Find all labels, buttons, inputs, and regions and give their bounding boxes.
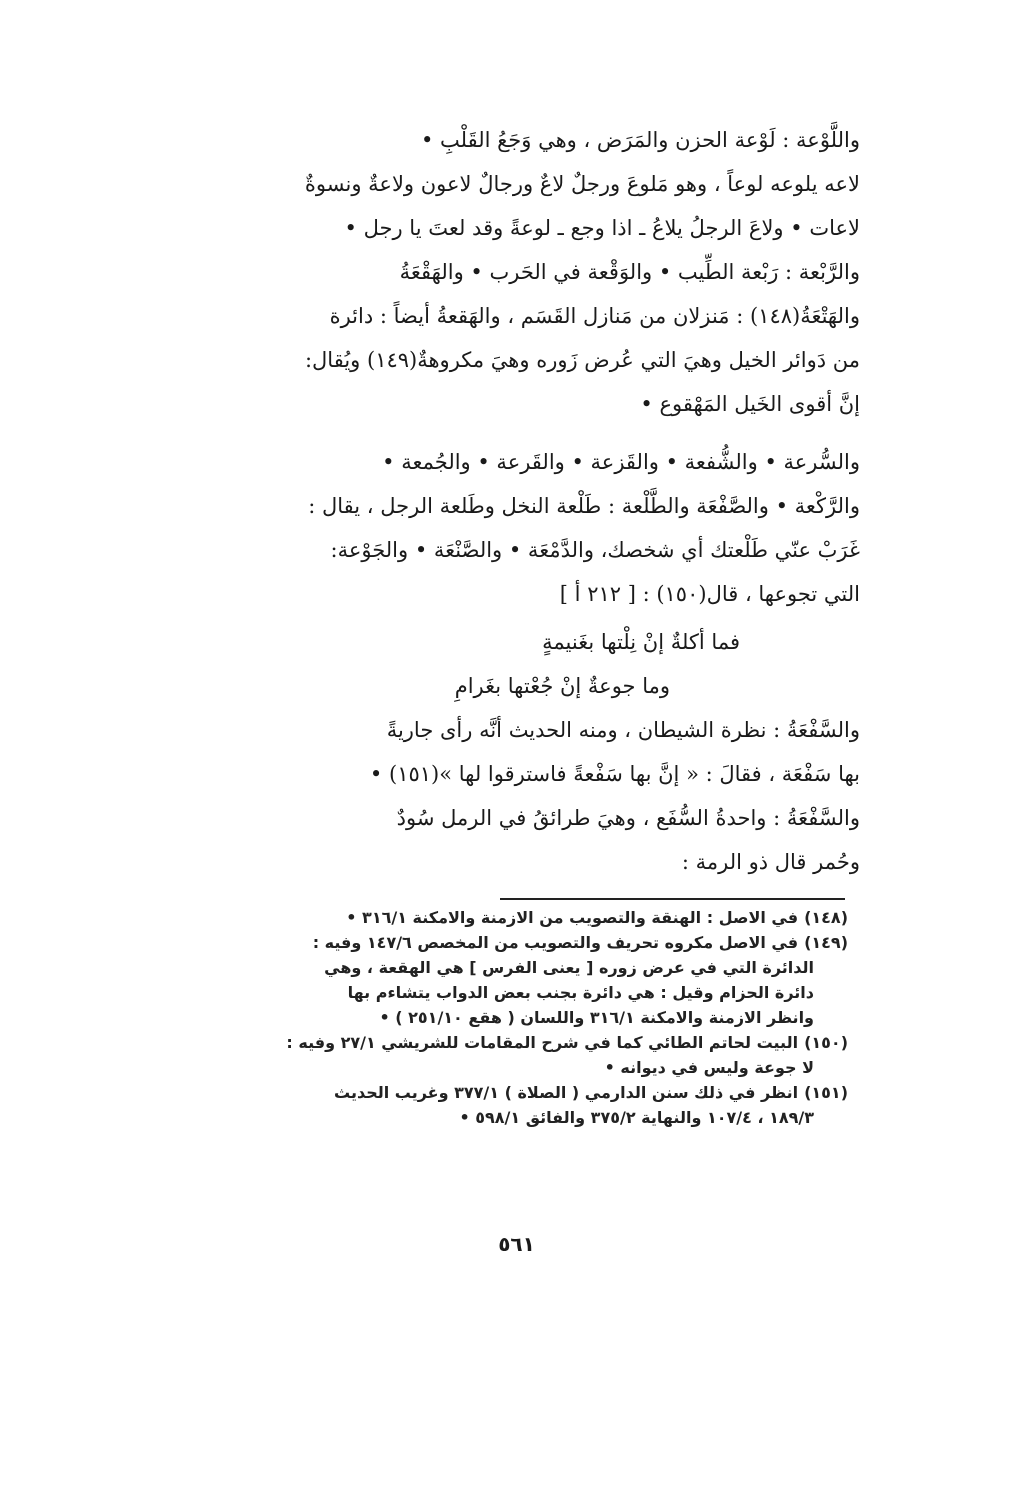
text-line: بها سَفْعَة ، فقالَ : « إنَّ بها سَفْعةً فاسترقوا لها »(١٥١) •: [369, 762, 860, 786]
footnote-text: لا جوعة وليس في ديوانه •: [604, 1058, 814, 1077]
text-line: لاعه يلوعه لوعاً ، وهو مَلوعَ ورجلٌ لاعٌ ورجالٌ لاعون ولاعةٌ ونسوةٌ: [304, 172, 860, 196]
main-text: [150, 118, 860, 616]
text-line: إنَّ أقوى الخَيل المَهْقوع •: [640, 392, 860, 416]
text-line: والرَّبْعة : رَبْعة الطِّيب • والوَقْعة في الحَرب • والهَقْعَةُ: [399, 260, 860, 284]
footnote-149: [180, 930, 848, 955]
footnote-text: البيت لحاتم الطائي كما في شرح المقامات للشريشي ٢٧/١ وفيه :: [286, 1033, 799, 1052]
footnote-148: [180, 905, 848, 930]
page-body: [150, 118, 860, 884]
main-text-continued: [150, 708, 860, 884]
footnote-number: (١٥٠): [804, 1033, 848, 1052]
text-line: والسَّفْعَةُ : نظرة الشيطان ، ومنه الحديث أنَّه رأى جاريةً: [386, 718, 860, 742]
text-line: والهَتْعَةُ(١٤٨) : مَنزلان من مَنازل القَسَم ، والهَقعةُ أيضاً : دائرة: [329, 304, 860, 328]
text-line: لاعات • ولاعَ الرجلُ يلاعُ ـ اذا وجع ـ لوعةً وقد لعتَ يا رجل •: [344, 216, 860, 240]
text-line: واللَّوْعة : لَوْعة الحزن والمَرَض ، وهي وَجَعُ القَلْبِ •: [420, 128, 860, 152]
text-line: وحُمر قال ذو الرمة :: [681, 850, 860, 874]
footnote-separator: [500, 898, 845, 900]
footnote-text: انظر في ذلك سنن الدارمي ( الصلاة ) ٣٧٧/١ وغريب الحديث: [334, 1083, 799, 1102]
footnotes: [180, 905, 848, 1130]
verse-second-hemistich: وما جوعةٌ إنْ جُعْتها بغَرامِ: [454, 674, 670, 698]
footnote-text: وانظر الازمنة والامكنة ٣١٦/١ واللسان ( هقع ٢٥١/١٠ ) •: [379, 1008, 814, 1027]
footnote-151: [180, 1080, 848, 1105]
footnote-text: في الاصل مكروه تحريف والتصويب من المخصص ١٤٧/٦ وفيه :: [312, 933, 799, 952]
footnote-text: في الاصل : الهنقة والتصويب من الازمنة والامكنة ٣١٦/١ •: [346, 908, 799, 927]
footnote-number: (١٤٨): [804, 908, 848, 927]
text-line: التي تجوعها ، قال(١٥٠) : [ ٢١٢ أ ]: [559, 582, 860, 606]
text-line: والسُّرعة • والشُّفعة • والقَزعة • والقَرعة • والجُمعة •: [382, 450, 860, 474]
verse-first-hemistich: فما أكلةٌ إنْ نِلْتها بغَنيمةٍ: [542, 630, 740, 654]
footnote-number: (١٥١): [804, 1083, 848, 1102]
text-line: والسَّفْعَةُ : واحدةُ السُّفَع ، وهيَ طرائقُ في الرمل سُودٌ: [396, 806, 860, 830]
footnote-number: (١٤٩): [804, 933, 848, 952]
footnote-150: [180, 1030, 848, 1055]
footnote-text: ١٨٩/٣ ، ١٠٧/٤ والنهاية ٣٧٥/٢ والفائق ٥٩٨/١ •: [459, 1108, 814, 1127]
text-line: غَرَبْ عنّي طَلْعتك أي شخصك، والدَّمْعَة • والصَّنْعَة • والجَوْعة:: [330, 538, 860, 562]
text-line: والرَّكْعة • والصَّفْعَة والطَّلْعة : طَلْعة النخل وطَلعة الرجل ، يقال :: [308, 494, 860, 518]
footnote-text: الدائرة التي في عرض زوره [ يعنى الفرس ] هي الهقعة ، وهي: [324, 958, 814, 977]
page-number: ٥٦١: [498, 1232, 535, 1256]
text-line: من دَوائر الخيل وهيَ التي عُرض زَوره وهيَ مكروهةٌ(١٤٩) ويُقال:: [304, 348, 860, 372]
footnote-text: دائرة الحزام وقيل : هي دائرة بجنب بعض الدواب يتشاءم بها: [347, 983, 814, 1002]
